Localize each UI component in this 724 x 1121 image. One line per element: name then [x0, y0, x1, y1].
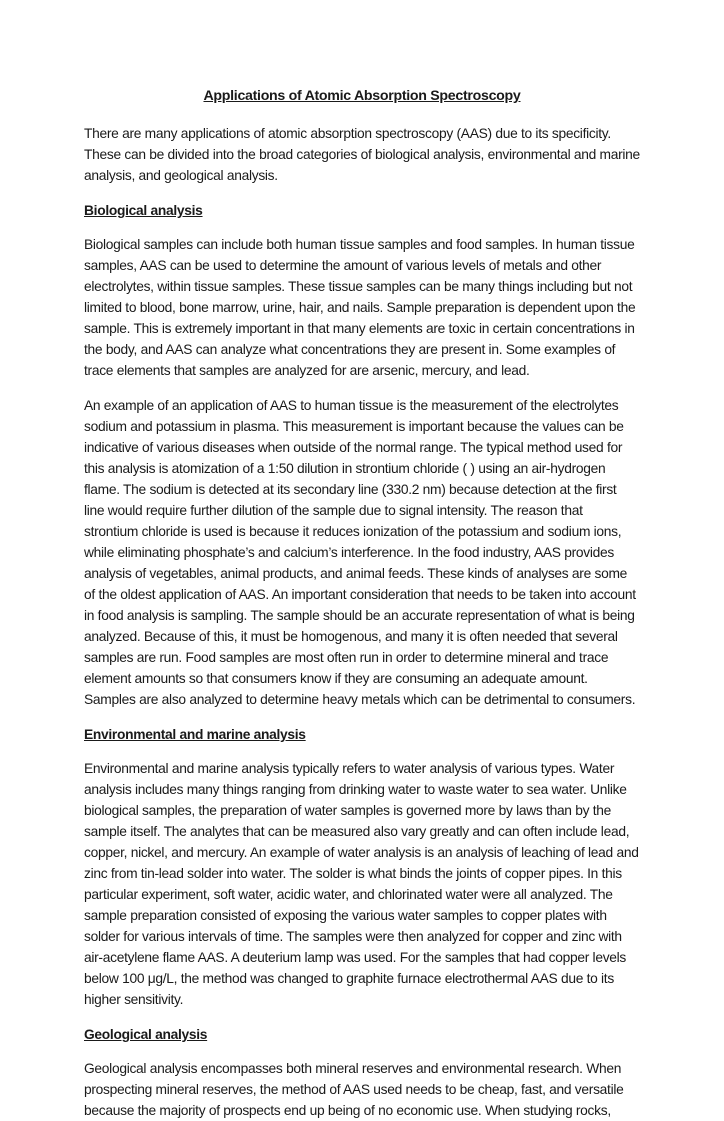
intro-paragraph: There are many applications of atomic absorption spectroscopy (AAS) due to its specificity. These can be divided into the broad categories of biological analysis, environmental and marine analysis, and geological analysis. — [84, 126, 640, 183]
section-heading-geological-analysis: Geological analysis — [84, 1027, 208, 1042]
biological-paragraph-2: An example of an application of AAS to human tissue is the measurement of the electrolytes sodium and potassium in plasma. This measurement is important because the values can be indicative of various diseases when outside of the normal range. The typical method used for this analysis is atomization of a 1:50 dilution in strontium chloride ( ) using an air-hydrogen flame. The sodium is detected at its secondary line (330.2 nm) because detection at the first line would require further dilution of the sample due to signal intensity. The reason that strontium chloride is used is because it reduces ionization of the potassium and sodium ions, while eliminating phosphate’s and calcium’s interference. In the food industry, AAS provides analysis of vegetables, animal products, and animal feeds. These kinds of analyses are some of the oldest application of AAS. An important consideration that needs to be taken into account in food analysis is sampling. The sample should be an accurate representation of what is being analyzed. Because of this, it must be homogenous, and many it is often needed that several samples are run. Food samples are most often run in order to determine mineral and trace element amounts so that consumers know if they are consuming an adequate amount. Samples are also analyzed to determine heavy metals which can be detrimental to consumers. — [84, 398, 636, 707]
document-title: Applications of Atomic Absorption Spectroscopy — [203, 88, 521, 104]
section-heading-biological-analysis: Biological analysis — [84, 203, 203, 218]
environmental-paragraph-1: Environmental and marine analysis typically refers to water analysis of various types. Water analysis includes many things ranging from drinking water to waste water to sea water. Unlike biological samples, the preparation of water samples is governed more by laws than by the sample itself. The analytes that can be measured also vary greatly and can often include lead, copper, nickel, and mercury. An example of water analysis is an analysis of leaching of lead and zinc from tin-lead solder into water. The solder is what binds the joints of copper pipes. In this particular experiment, soft water, acidic water, and chlorinated water were all analyzed. The sample preparation consisted of exposing the various water samples to copper plates with solder for various intervals of time. The samples were then analyzed for copper and zinc with air-acetylene flame AAS. A deuterium lamp was used. For the samples that had copper levels below 100 μg/L, the method was changed to graphite furnace electrothermal AAS due to its higher sensitivity. — [84, 761, 639, 1007]
section-heading-environmental-marine-analysis: Environmental and marine analysis — [84, 727, 306, 742]
geological-paragraph-1: Geological analysis encompasses both mineral reserves and environmental research. When prospecting mineral reserves, the method of AAS used needs to be cheap, fast, and versatile because the majority of prospects end up being of no economic use. When studying rocks, — [84, 1061, 624, 1118]
biological-paragraph-1: Biological samples can include both human tissue samples and food samples. In human tissue samples, AAS can be used to determine the amount of various levels of metals and other electrolytes, within tissue samples. These tissue samples can be many things including but not limited to blood, bone marrow, urine, hair, and nails. Sample preparation is dependent upon the sample. This is extremely important in that many elements are toxic in certain concentrations in the body, and AAS can analyze what concentrations they are present in. Some examples of trace elements that samples are analyzed for are arsenic, mercury, and lead. — [84, 237, 636, 378]
